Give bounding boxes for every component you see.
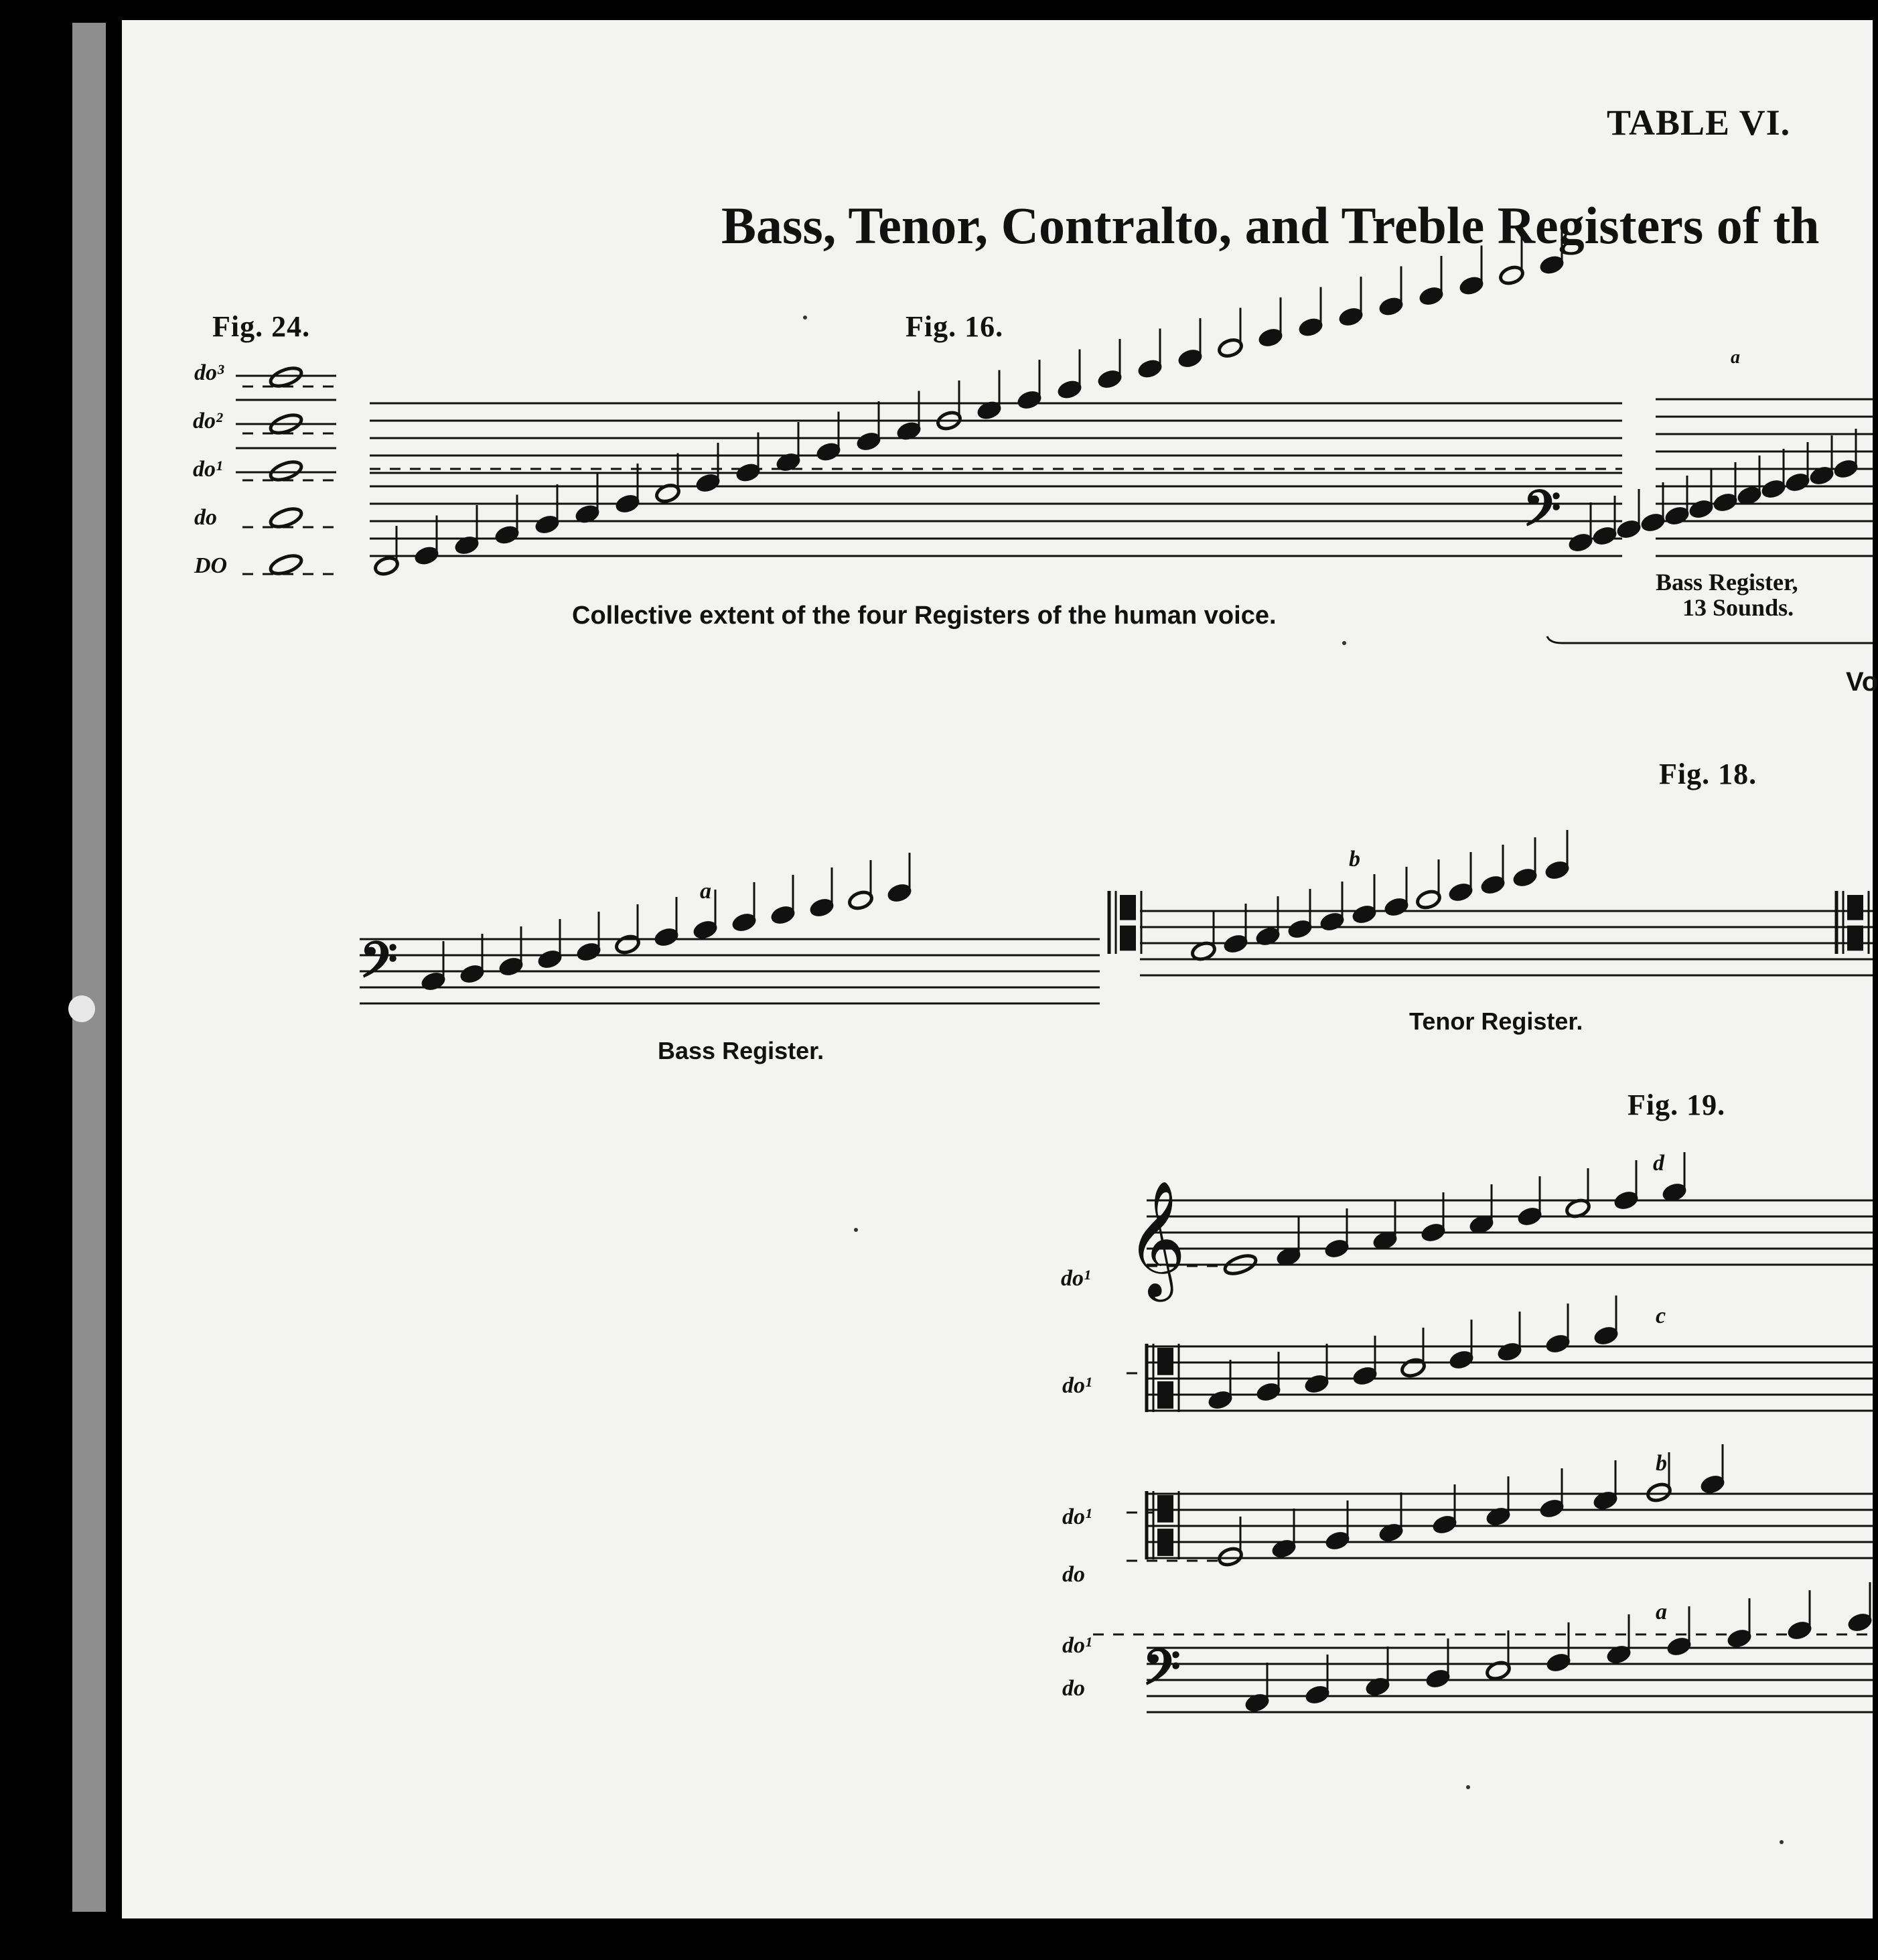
fig18a-letter: a — [700, 879, 711, 904]
fig19-label: Fig. 19. — [1628, 1089, 1726, 1121]
scan-speck — [1466, 1785, 1470, 1789]
fig18-label: Fig. 18. — [1659, 758, 1757, 790]
fig18a-bass-clef: 𝄢 — [360, 931, 398, 1000]
scan-speck — [1342, 641, 1346, 645]
music-notation-drawing — [122, 20, 1873, 1918]
fig19b-c-clef-block2 — [1157, 1529, 1173, 1556]
fig18b-caption: Tenor Register. — [1409, 1007, 1583, 1035]
fig19b-do: do — [1062, 1562, 1085, 1587]
fig18b-c-clef-block2 — [1120, 926, 1136, 951]
fig18b-letter: b — [1349, 847, 1360, 871]
fig17-caption-line1: Bass Register, — [1656, 569, 1798, 596]
fig19c-letter: c — [1656, 1304, 1666, 1328]
fig19c-c-clef-block2 — [1157, 1381, 1173, 1409]
fig24-syllable-do1: do¹ — [193, 457, 223, 482]
fig16-label: Fig. 16. — [906, 310, 1004, 343]
fig19a-bass-clef: 𝄢 — [1143, 1638, 1181, 1707]
fig24-label: Fig. 24. — [212, 310, 311, 343]
fig16-caption: Collective extent of the four Registers of the human voice. — [572, 602, 1277, 630]
page-title: Bass, Tenor, Contralto, and Treble Registers of th — [721, 196, 1820, 255]
fig18b-c-clef-block1 — [1120, 895, 1136, 920]
fig24-syllable-do2: do² — [193, 409, 223, 433]
fig19c-do1: do¹ — [1062, 1373, 1092, 1398]
scan-blot — [68, 995, 95, 1022]
fig17-caption-line2: 13 Sounds. — [1682, 594, 1794, 621]
fig18a-caption: Bass Register. — [658, 1037, 824, 1064]
fig19a-do: do — [1062, 1676, 1085, 1701]
fig17-bracket — [1547, 636, 1873, 643]
fig24-syllable-DO: DO — [194, 553, 228, 578]
fig19d-letter: d — [1653, 1151, 1664, 1176]
page-binding-strip — [72, 23, 106, 1912]
fig17-cut-text: Vo — [1846, 667, 1878, 697]
scan-speck — [1780, 1840, 1784, 1844]
fig19a-letter: a — [1656, 1600, 1667, 1624]
fig19b-c-clef-block1 — [1157, 1495, 1173, 1523]
fig19d-treble-clef: 𝄞 — [1127, 1180, 1186, 1297]
scan-speck — [854, 1228, 858, 1232]
fig18b-c-clef-right-block1 — [1847, 895, 1863, 920]
fig24-syllable-do3: do³ — [194, 360, 224, 385]
scanned-page — [122, 20, 1878, 1918]
fig19d-do1: do¹ — [1061, 1266, 1091, 1291]
fig17-bass-clef: 𝄢 — [1523, 480, 1561, 549]
fig24-syllable-do: do — [194, 505, 217, 530]
fig19a-do1: do¹ — [1062, 1633, 1092, 1658]
fig18b-c-clef-right-block2 — [1847, 926, 1863, 951]
fig19c-c-clef-block1 — [1157, 1348, 1173, 1375]
scan-speck — [803, 316, 807, 320]
fig17-letter-a: a — [1731, 347, 1740, 368]
fig19b-letter: b — [1656, 1451, 1667, 1476]
fig19b-do1: do¹ — [1062, 1504, 1092, 1529]
table-number: TABLE VI. — [1607, 102, 1791, 143]
